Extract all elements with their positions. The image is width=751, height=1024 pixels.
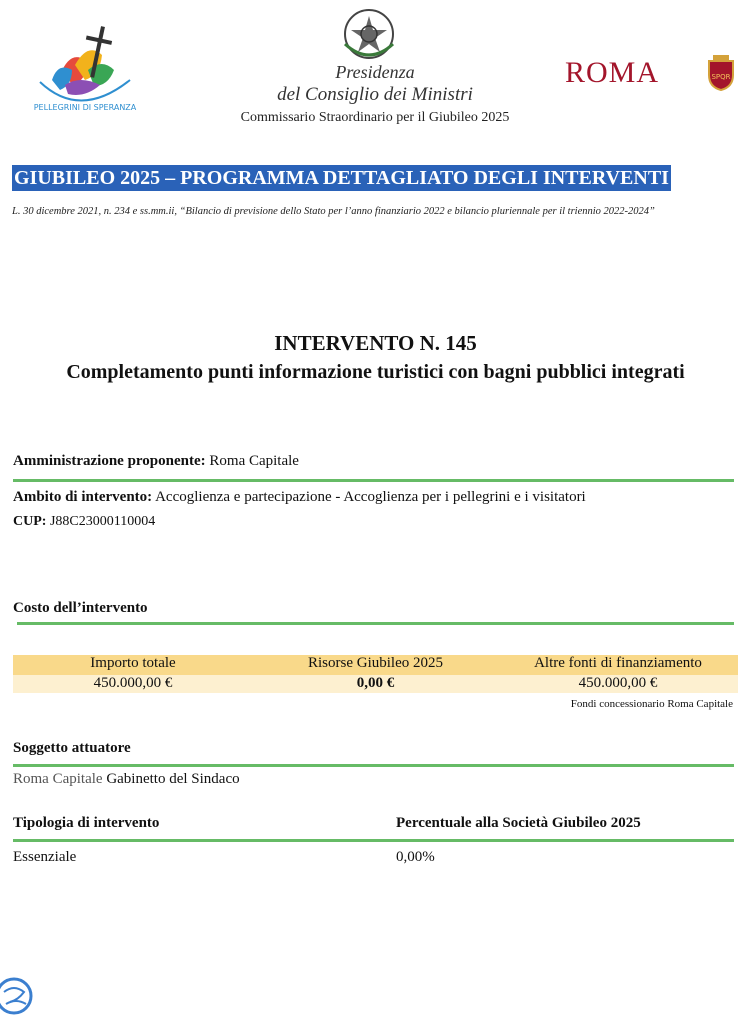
funding-note: Fondi concessionario Roma Capitale (570, 698, 733, 710)
roma-label: ROMA (565, 56, 660, 89)
cost-table-values (13, 675, 738, 693)
presidency-line-1: Presidenza (335, 62, 415, 82)
implementer-value-part2: Gabinetto del Sindaco (106, 771, 240, 787)
jubilee-logo-icon (30, 20, 140, 120)
legal-reference: L. 30 dicembre 2021, n. 234 e ss.mm.ii, “Bilancio di previsione dello Stato per l’anno finanziario 2022 e bilancio pluriennale per il triennio 2022-2024” (12, 206, 655, 217)
implementer-title: Soggetto attuatore (13, 740, 131, 756)
implementer-row (13, 771, 240, 788)
intervention-title: Completamento punti informazione turistici con bagni pubblici integrati (66, 361, 685, 383)
scope-label: Ambito di intervento: (13, 489, 153, 505)
cost-value-jubilee: 0,00 € (356, 675, 395, 691)
typology-title: Tipologia di intervento (13, 815, 160, 831)
implementer-value-part1: Roma Capitale (13, 771, 103, 787)
cost-section-title: Costo dell’intervento (13, 600, 148, 616)
cup-label: CUP: (13, 514, 47, 529)
typology-value: Essenziale (13, 849, 77, 865)
cost-col-total: Importo totale (90, 655, 176, 671)
jubilee-logo-caption: PELLEGRINI DI SPERANZA (33, 103, 137, 112)
admin-value: Roma Capitale (209, 453, 299, 469)
svg-text:SPQR: SPQR (711, 73, 731, 81)
cost-value-total: 450.000,00 € (93, 675, 173, 691)
italian-emblem-icon (337, 4, 401, 66)
program-banner: GIUBILEO 2025 – PROGRAMMA DETTAGLIATO DEGLI INTERVENTI (14, 167, 669, 189)
typology-divider (13, 839, 734, 842)
admin-label: Amministrazione proponente: (13, 453, 206, 469)
cost-value-other: 450.000,00 € (578, 675, 658, 691)
cost-divider (17, 622, 734, 625)
commissioner-title: Commissario Straordinario per il Giubileo 2025 (240, 110, 510, 125)
cup-value: J88C23000110004 (49, 514, 156, 529)
admin-divider (13, 479, 734, 482)
intervention-number: INTERVENTO N. 145 (274, 331, 477, 355)
scope-row (13, 489, 586, 506)
cost-table-header (13, 655, 738, 675)
cost-col-other: Altre fonti di finanziamento (534, 655, 702, 671)
cup-row (13, 514, 155, 530)
percentage-title: Percentuale alla Società Giubileo 2025 (396, 815, 641, 831)
roma-shield-icon (706, 55, 736, 91)
percentage-value: 0,00% (396, 849, 435, 865)
bottom-watermark-icon (0, 970, 36, 1022)
scope-value: Accoglienza e partecipazione - Accoglienza per i pellegrini e i visitatori (155, 489, 586, 505)
cost-col-jubilee: Risorse Giubileo 2025 (308, 655, 443, 671)
presidency-line-2: del Consiglio dei Ministri (277, 84, 473, 105)
implementer-divider (13, 764, 734, 767)
admin-row (13, 453, 299, 470)
